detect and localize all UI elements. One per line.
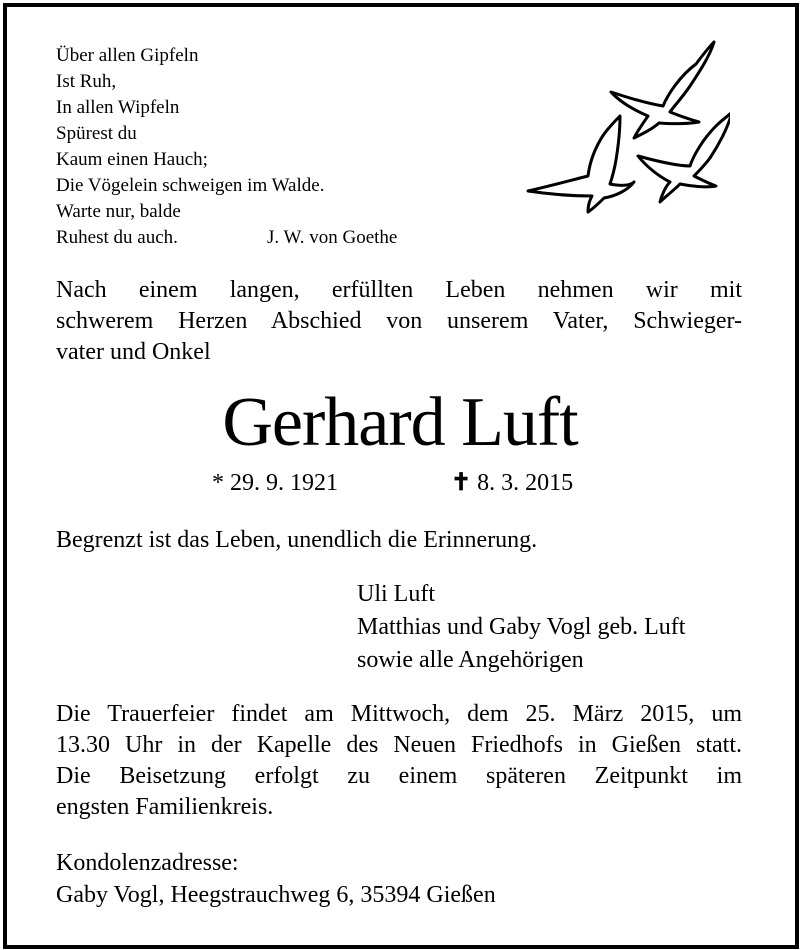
poem-line: Warte nur, balde: [56, 201, 181, 222]
poem-line: Über allen Gipfeln: [56, 45, 199, 66]
funeral-service-info: [56, 699, 742, 823]
goethe-poem: [56, 43, 398, 251]
poem-last-line: [56, 225, 398, 251]
deceased-name: Gerhard Luft: [222, 384, 578, 461]
service-line: Die Trauerfeier findet am Mittwoch, dem 25. März 2015, um: [56, 701, 742, 727]
poem-line: Spürest du: [56, 123, 137, 144]
intro-paragraph: [56, 275, 742, 368]
service-line: engsten Familienkreis.: [56, 794, 274, 820]
memorial-quote: Begrenzt ist das Leben, unendlich die Erinnerung.: [56, 527, 538, 553]
poem-line: Kaum einen Hauch;: [56, 149, 208, 170]
condolence-label: Kondolenzadresse:: [56, 850, 239, 876]
family-line: sowie alle Angehörigen: [357, 647, 584, 673]
family-signatures: [357, 578, 685, 677]
service-line: Die Beisetzung erfolgt zu einem späteren Zeitpunkt im: [56, 763, 742, 789]
poem-line: Ruhest du auch.: [56, 227, 178, 248]
intro-line: vater und Onkel: [56, 339, 211, 365]
poem-author: J. W. von Goethe: [267, 227, 398, 248]
family-line: Uli Luft: [357, 581, 435, 607]
intro-line: schwerem Herzen Abschied von unserem Vater, Schwieger-: [56, 308, 742, 334]
poem-line: Ist Ruh,: [56, 71, 117, 92]
death-date-group: [451, 468, 573, 498]
three-flying-birds-icon: [520, 36, 730, 216]
death-date: 8. 3. 2015: [477, 470, 574, 496]
poem-line: Die Vögelein schweigen im Walde.: [56, 175, 325, 196]
cross-icon: ✝: [451, 470, 472, 496]
family-line: Matthias und Gaby Vogl geb. Luft: [357, 614, 686, 640]
condolence-address: [56, 847, 496, 911]
condolence-address-text: Gaby Vogl, Heegstrauchweg 6, 35394 Gießen: [56, 882, 496, 908]
poem-line: In allen Wipfeln: [56, 97, 180, 118]
service-line: 13.30 Uhr in der Kapelle des Neuen Friedhofs in Gießen statt.: [56, 732, 742, 758]
intro-line: Nach einem langen, erfüllten Leben nehmen wir mit: [56, 277, 742, 303]
birth-date: * 29. 9. 1921: [212, 470, 338, 496]
